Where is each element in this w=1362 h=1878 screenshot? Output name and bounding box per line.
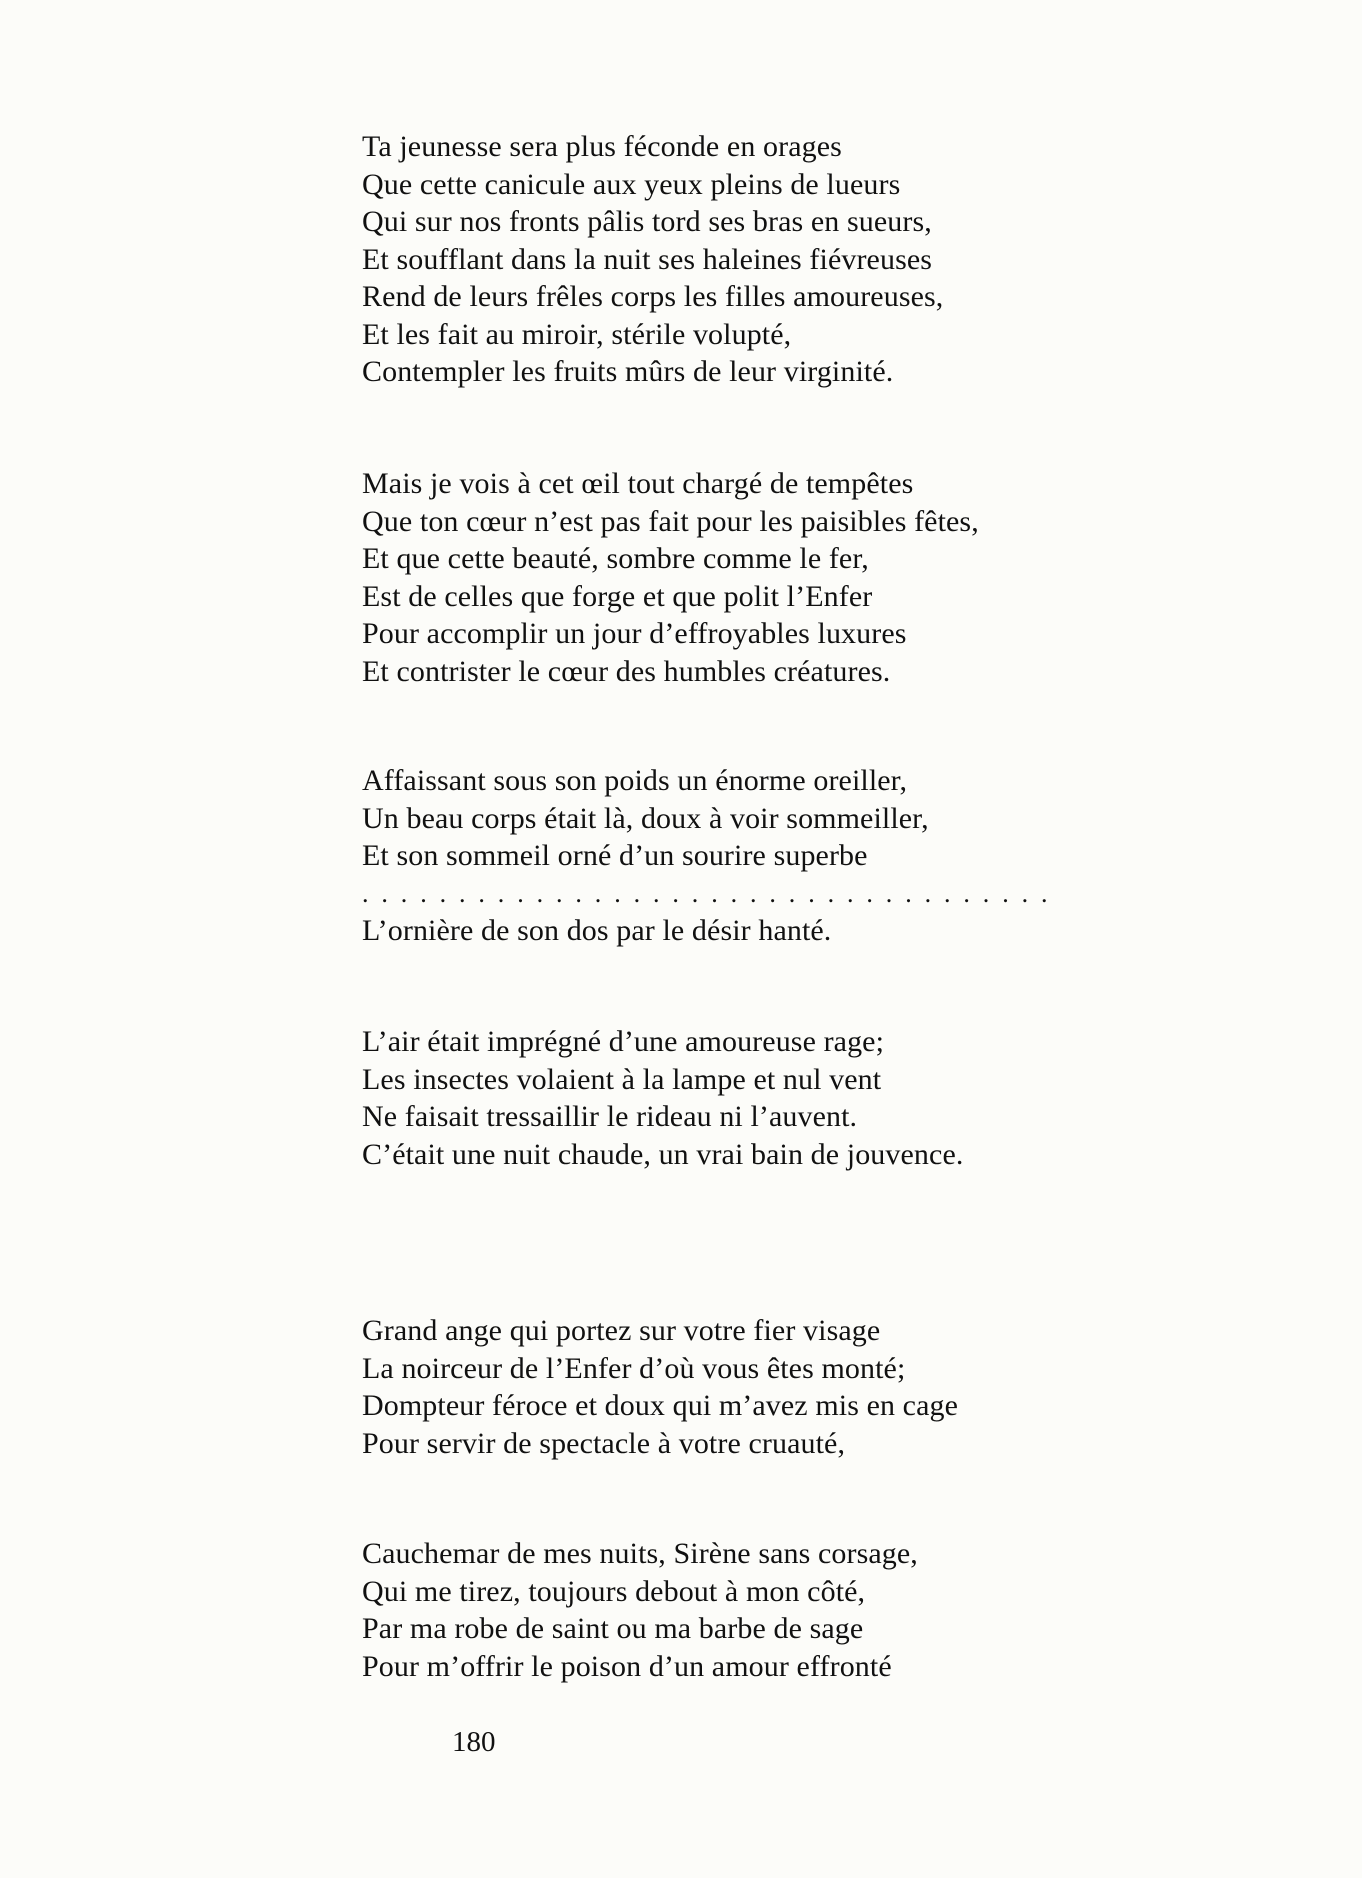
verse-line: Et soufflant dans la nuit ses haleines fiévreuses [362, 242, 933, 276]
verse-line: Et contrister le cœur des humbles créatures. [362, 654, 891, 688]
verse-line: La noirceur de l’Enfer d’où vous êtes monté; [362, 1351, 906, 1385]
stanza-1 [362, 128, 943, 391]
verse-line: Contempler les fruits mûrs de leur virginité. [362, 355, 894, 388]
stanza-6 [362, 1535, 918, 1685]
verse-line: Que ton cœur n’est pas fait pour les paisibles fêtes, [362, 504, 979, 538]
verse-line: Mais je vois à cet œil tout chargé de tempêtes [362, 467, 914, 500]
verse-line: L’air était imprégné d’une amoureuse rage; [362, 1025, 885, 1058]
verse-line: Les insectes volaient à la lampe et nul vent [362, 1062, 882, 1096]
stanza-4 [362, 1023, 963, 1173]
verse-line: Et son sommeil orné d’un sourire superbe [362, 839, 868, 872]
verse-line: Et que cette beauté, sombre comme le fer, [362, 542, 869, 575]
verse-line: Qui me tirez, toujours debout à mon côté, [362, 1574, 866, 1608]
verse-line: Rend de leurs frêles corps les filles amoureuses, [362, 280, 944, 313]
verse-line: Est de celles que forge et que polit l’Enfer [362, 579, 873, 613]
verse-line: Par ma robe de saint ou ma barbe de sage [362, 1612, 864, 1645]
ellipsis-dotted-line: . . . . . . . . . . . . . . . . . . . . . . . . . . . . . . . . . . . . [362, 878, 1051, 908]
verse-line: Un beau corps était là, doux à voir sommeiller, [362, 801, 929, 835]
verse-line: Que cette canicule aux yeux pleins de lueurs [362, 167, 901, 201]
verse-line: L’ornière de son dos par le désir hanté. [362, 914, 832, 947]
verse-line: Pour m’offrir le poison d’un amour effronté [362, 1649, 892, 1683]
verse-line: Pour servir de spectacle à votre cruauté, [362, 1426, 846, 1460]
verse-line: Qui sur nos fronts pâlis tord ses bras en sueurs, [362, 205, 932, 238]
verse-line: C’était une nuit chaude, un vrai bain de jouvence. [362, 1137, 964, 1171]
verse-line: Pour accomplir un jour d’effroyables luxures [362, 617, 907, 650]
verse-line: Affaissant sous son poids un énorme oreiller, [362, 764, 908, 797]
verse-line: Cauchemar de mes nuits, Sirène sans corsage, [362, 1537, 918, 1570]
stanza-2 [362, 465, 979, 690]
verse-line: Grand ange qui portez sur votre fier visage [362, 1314, 881, 1347]
stanza-3 [362, 762, 1051, 950]
verse-line: Dompteur féroce et doux qui m’avez mis en cage [362, 1389, 959, 1422]
verse-line: Ne faisait tressaillir le rideau ni l’auvent. [362, 1100, 858, 1133]
verse-line: Ta jeunesse sera plus féconde en orages [362, 130, 842, 163]
page-number: 180 [452, 1726, 496, 1758]
verse-line: Et les fait au miroir, stérile volupté, [362, 317, 792, 351]
stanza-5 [362, 1312, 958, 1462]
